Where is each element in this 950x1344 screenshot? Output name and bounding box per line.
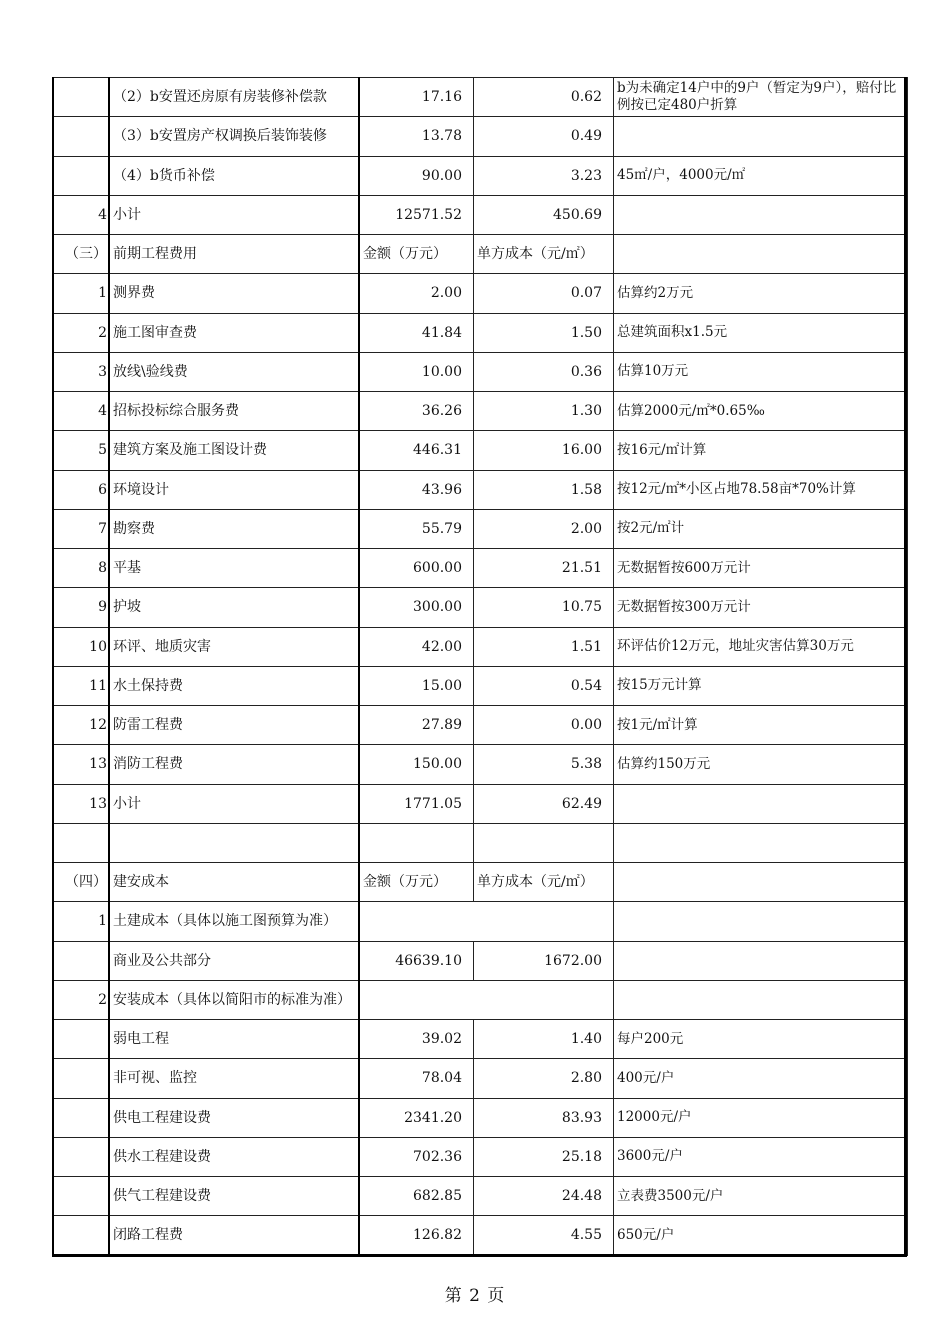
note-cell: 总建筑面积x1.5元 (614, 313, 908, 352)
amount-cell: 2341.20 (360, 1098, 474, 1137)
item-name: （3）b安置房产权调换后装饰装修 (110, 117, 360, 156)
note-cell: 无数据暂按300万元计 (614, 588, 908, 627)
table-row (54, 392, 908, 431)
row-number: 4 (54, 392, 110, 431)
unit-cost-cell: 1.58 (474, 470, 614, 509)
unit-cost-cell: 3.23 (474, 156, 614, 195)
row-number: 1 (54, 902, 110, 941)
row-number: 8 (54, 549, 110, 588)
cost-table (53, 77, 908, 1256)
note-cell: 估算2000元/㎡*0.65‰ (614, 392, 908, 431)
amount-cell: 43.96 (360, 470, 474, 509)
note-cell: 无数据暂按600万元计 (614, 549, 908, 588)
unit-cost-cell: 1.51 (474, 627, 614, 666)
amount-cell: 41.84 (360, 313, 474, 352)
table-row (54, 156, 908, 195)
row-number (54, 941, 110, 980)
row-number: 2 (54, 980, 110, 1019)
item-name: 环评、地质灾害 (110, 627, 360, 666)
note-cell: 按15万元计算 (614, 666, 908, 705)
amount-cell: 682.85 (360, 1177, 474, 1216)
item-name: 供气工程建设费 (110, 1177, 360, 1216)
table-row (54, 1098, 908, 1137)
row-number: （四） (54, 863, 110, 902)
unit-cost-cell: 5.38 (474, 745, 614, 784)
amount-cell: 600.00 (360, 549, 474, 588)
item-name: 放线\验线费 (110, 352, 360, 391)
cost-table-body (54, 78, 908, 1256)
page-number: 第 2 页 (444, 1286, 506, 1306)
item-name: 土建成本（具体以施工图预算为准） (110, 902, 614, 941)
unit-cost-cell: 4.55 (474, 1216, 614, 1255)
amount-cell: 13.78 (360, 117, 474, 156)
note-cell: 每户200元 (614, 1020, 908, 1059)
item-name: 供水工程建设费 (110, 1137, 360, 1176)
unit-cost-cell (474, 823, 614, 862)
note-cell: 12000元/户 (614, 1098, 908, 1137)
unit-cost-cell: 0.54 (474, 666, 614, 705)
unit-cost-cell: 0.62 (474, 78, 614, 117)
note-cell: 650元/户 (614, 1216, 908, 1255)
item-name: 勘察费 (110, 509, 360, 548)
note-cell: 按12元/㎡*小区占地78.58亩*70%计算 (614, 470, 908, 509)
item-name: 安装成本（具体以简阳市的标准为准） (110, 980, 614, 1019)
table-row (54, 1020, 908, 1059)
table-row (54, 1216, 908, 1255)
amount-cell: 10.00 (360, 352, 474, 391)
note-cell: 按2元/㎡计 (614, 509, 908, 548)
item-name: （2）b安置还房原有房装修补偿款 (110, 78, 360, 117)
row-number: 13 (54, 745, 110, 784)
unit-cost-cell: 62.49 (474, 784, 614, 823)
table-frame-divider-1 (108, 77, 110, 1257)
table-row (54, 980, 908, 1019)
amount-cell: 300.00 (360, 588, 474, 627)
amount-cell: 2.00 (360, 274, 474, 313)
item-name: 小计 (110, 195, 360, 234)
row-number (54, 823, 110, 862)
amount-cell: 150.00 (360, 745, 474, 784)
table-row (54, 470, 908, 509)
unit-cost-cell: 1672.00 (474, 941, 614, 980)
amount-cell: 15.00 (360, 666, 474, 705)
amount-cell: 702.36 (360, 1137, 474, 1176)
item-name: 测界费 (110, 274, 360, 313)
amount-cell: 90.00 (360, 156, 474, 195)
row-number (54, 156, 110, 195)
item-name: 建筑方案及施工图设计费 (110, 431, 360, 470)
unit-cost-cell: 25.18 (474, 1137, 614, 1176)
unit-cost-cell: 0.36 (474, 352, 614, 391)
note-cell: 400元/户 (614, 1059, 908, 1098)
row-number: 11 (54, 666, 110, 705)
item-name: 防雷工程费 (110, 706, 360, 745)
item-name: 商业及公共部分 (110, 941, 360, 980)
note-cell: 环评估价12万元，地址灾害估算30万元 (614, 627, 908, 666)
row-number (54, 1216, 110, 1255)
table-row (54, 352, 908, 391)
note-cell (614, 235, 908, 274)
item-name: 护坡 (110, 588, 360, 627)
unit-cost-cell: 24.48 (474, 1177, 614, 1216)
table-row (54, 1059, 908, 1098)
unit-cost-cell: 2.00 (474, 509, 614, 548)
table-row (54, 274, 908, 313)
amount-cell: 1771.05 (360, 784, 474, 823)
row-number: 6 (54, 470, 110, 509)
amount-cell: 27.89 (360, 706, 474, 745)
item-name: 施工图审查费 (110, 313, 360, 352)
note-cell (614, 117, 908, 156)
amount-cell (360, 823, 474, 862)
table-row (54, 235, 908, 274)
table-row (54, 784, 908, 823)
table-frame-divider-2 (358, 77, 360, 1257)
item-name: 消防工程费 (110, 745, 360, 784)
row-number: 2 (54, 313, 110, 352)
note-cell: 45㎡/户，4000元/㎡ (614, 156, 908, 195)
item-name (110, 823, 360, 862)
table-row (54, 627, 908, 666)
item-name: （4）b货币补偿 (110, 156, 360, 195)
item-name: 前期工程费用 (110, 235, 360, 274)
table-row (54, 509, 908, 548)
row-number (54, 117, 110, 156)
unit-cost-cell: 83.93 (474, 1098, 614, 1137)
note-cell (614, 784, 908, 823)
item-name: 弱电工程 (110, 1020, 360, 1059)
table-frame-right (904, 77, 907, 1257)
item-name: 建安成本 (110, 863, 360, 902)
row-number: 5 (54, 431, 110, 470)
row-number (54, 1098, 110, 1137)
row-number: 12 (54, 706, 110, 745)
unit-cost-cell: 10.75 (474, 588, 614, 627)
amount-cell: 金额（万元） (360, 863, 474, 902)
unit-cost-cell: 单方成本（元/㎡） (474, 235, 614, 274)
row-number: 9 (54, 588, 110, 627)
unit-cost-cell: 16.00 (474, 431, 614, 470)
table-row (54, 941, 908, 980)
amount-cell: 39.02 (360, 1020, 474, 1059)
note-cell: b为未确定14户中的9户（暂定为9户），赔付比例按已定480户折算 (614, 78, 908, 117)
table-frame-left (52, 77, 54, 1257)
unit-cost-cell: 0.07 (474, 274, 614, 313)
table-row (54, 745, 908, 784)
row-number: 3 (54, 352, 110, 391)
note-cell: 按16元/㎡计算 (614, 431, 908, 470)
table-row (54, 1137, 908, 1176)
item-name: 小计 (110, 784, 360, 823)
unit-cost-cell: 1.30 (474, 392, 614, 431)
amount-cell: 446.31 (360, 431, 474, 470)
table-row (54, 666, 908, 705)
table-frame-bottom (52, 1254, 907, 1257)
unit-cost-cell: 单方成本（元/㎡） (474, 863, 614, 902)
table-row (54, 78, 908, 117)
note-cell: 估算约2万元 (614, 274, 908, 313)
table-row (54, 863, 908, 902)
unit-cost-cell: 2.80 (474, 1059, 614, 1098)
note-cell (614, 863, 908, 902)
table-row (54, 1177, 908, 1216)
note-cell (614, 823, 908, 862)
row-number: （三） (54, 235, 110, 274)
row-number (54, 1059, 110, 1098)
note-cell (614, 941, 908, 980)
item-name: 平基 (110, 549, 360, 588)
table-row (54, 706, 908, 745)
table-row (54, 313, 908, 352)
note-cell: 估算10万元 (614, 352, 908, 391)
table-row (54, 195, 908, 234)
unit-cost-cell: 0.00 (474, 706, 614, 745)
row-number: 10 (54, 627, 110, 666)
item-name: 闭路工程费 (110, 1216, 360, 1255)
unit-cost-cell: 1.40 (474, 1020, 614, 1059)
row-number: 13 (54, 784, 110, 823)
note-cell: 3600元/户 (614, 1137, 908, 1176)
amount-cell: 46639.10 (360, 941, 474, 980)
unit-cost-cell: 0.49 (474, 117, 614, 156)
amount-cell: 12571.52 (360, 195, 474, 234)
unit-cost-cell: 21.51 (474, 549, 614, 588)
item-name: 环境设计 (110, 470, 360, 509)
row-number (54, 1137, 110, 1176)
amount-cell: 55.79 (360, 509, 474, 548)
note-cell: 估算约150万元 (614, 745, 908, 784)
item-name: 非可视、监控 (110, 1059, 360, 1098)
row-number: 4 (54, 195, 110, 234)
note-cell (614, 195, 908, 234)
amount-cell: 36.26 (360, 392, 474, 431)
item-name: 供电工程建设费 (110, 1098, 360, 1137)
note-cell: 立表费3500元/户 (614, 1177, 908, 1216)
row-number: 7 (54, 509, 110, 548)
item-name: 水土保持费 (110, 666, 360, 705)
amount-cell: 42.00 (360, 627, 474, 666)
unit-cost-cell: 450.69 (474, 195, 614, 234)
amount-cell: 金额（万元） (360, 235, 474, 274)
item-name: 招标投标综合服务费 (110, 392, 360, 431)
note-cell (614, 980, 908, 1019)
table-row (54, 823, 908, 862)
row-number (54, 1177, 110, 1216)
row-number (54, 78, 110, 117)
note-cell: 按1元/㎡计算 (614, 706, 908, 745)
amount-cell: 17.16 (360, 78, 474, 117)
amount-cell: 126.82 (360, 1216, 474, 1255)
table-row (54, 588, 908, 627)
amount-cell: 78.04 (360, 1059, 474, 1098)
table-row (54, 549, 908, 588)
table-row (54, 431, 908, 470)
unit-cost-cell: 1.50 (474, 313, 614, 352)
table-row (54, 902, 908, 941)
row-number: 1 (54, 274, 110, 313)
row-number (54, 1020, 110, 1059)
table-row (54, 117, 908, 156)
note-cell (614, 902, 908, 941)
